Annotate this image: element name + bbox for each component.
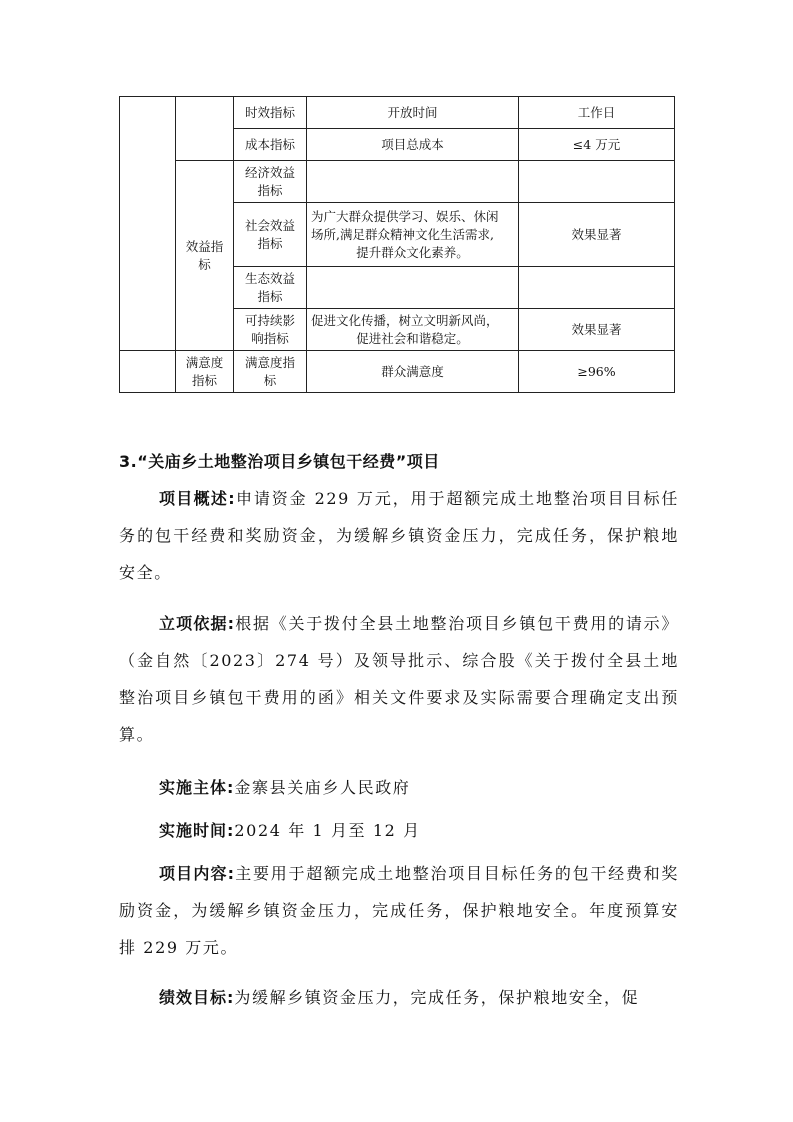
value-cell: ≤4 万元 bbox=[519, 129, 675, 161]
satisfaction-group-cell bbox=[176, 351, 234, 393]
item-cell: 项目总成本 bbox=[307, 129, 519, 161]
table-row bbox=[120, 161, 675, 203]
level1-cell bbox=[120, 161, 176, 203]
indicator-line: 标 bbox=[263, 372, 277, 388]
subject-text: 金寨县关庙乡人民政府 bbox=[234, 778, 411, 797]
indicator-line: 指标 bbox=[257, 182, 283, 198]
level2-cell bbox=[176, 97, 234, 129]
value-cell bbox=[519, 161, 675, 203]
goal-text: 为缓解乡镇资金压力，完成任务，保护粮地安全，促 bbox=[234, 988, 640, 1007]
overview-text: 申请资金 229 万元，用于超额完成土地整治项目目标任务的包干经费和奖励资金，为缓解乡镇资金压力，完成任务，保护粮地安全。 bbox=[119, 489, 679, 582]
overview-paragraph bbox=[119, 480, 679, 591]
indicator-line: 满意度指 bbox=[244, 354, 295, 370]
indicator-cell: 成本指标 bbox=[234, 129, 307, 161]
value-cell: 效果显著 bbox=[519, 309, 675, 351]
goal-paragraph bbox=[119, 979, 679, 1016]
item-line: 促进文化传播，树立文明新风尚， bbox=[311, 312, 499, 328]
level2-cell bbox=[176, 129, 234, 161]
subject-label: 实施主体: bbox=[159, 778, 235, 797]
level1-cell bbox=[120, 267, 176, 309]
benefit-group-cell bbox=[176, 161, 234, 351]
group-line: 指标 bbox=[191, 372, 217, 388]
overview-label: 项目概述: bbox=[159, 489, 236, 508]
item-line: 为广大群众提供学习、娱乐、休闲 bbox=[311, 208, 499, 224]
content-text: 主要用于超额完成土地整治项目目标任务的包干经费和奖励资金，为缓解乡镇资金压力，完成任务，保护粮地安全。年度预算安排 229 万元。 bbox=[119, 864, 679, 957]
basis-paragraph bbox=[119, 605, 679, 753]
indicator-line: 经济效益 bbox=[244, 164, 295, 180]
value-cell: 工作日 bbox=[519, 97, 675, 129]
item-cell bbox=[307, 309, 519, 351]
item-line: 促进社会和谐稳定。 bbox=[356, 330, 469, 346]
time-label: 实施时间: bbox=[159, 821, 235, 840]
performance-indicator-table bbox=[119, 96, 675, 393]
content-paragraph bbox=[119, 855, 679, 966]
value-cell bbox=[519, 267, 675, 309]
basis-text: 根据《关于拨付全县土地整治项目乡镇包干费用的请示》（金自然〔2023〕274 号）及领导批示、综合股《关于拨付全县土地整治项目乡镇包干费用的函》相关文件要求及实际需要合理确定支出预算。 bbox=[119, 614, 679, 744]
goal-label: 绩效目标: bbox=[159, 988, 235, 1007]
indicator-line: 可持续影 bbox=[244, 312, 295, 328]
item-cell bbox=[307, 267, 519, 309]
indicator-line: 指标 bbox=[257, 288, 283, 304]
basis-label: 立项依据: bbox=[159, 614, 236, 633]
table-row bbox=[120, 97, 675, 129]
item-cell bbox=[307, 203, 519, 267]
indicator-cell bbox=[234, 309, 307, 351]
level1-cell bbox=[120, 309, 176, 351]
table-row bbox=[120, 351, 675, 393]
indicator-cell bbox=[234, 351, 307, 393]
table-row bbox=[120, 129, 675, 161]
value-cell: 效果显著 bbox=[519, 203, 675, 267]
indicator-cell: 时效指标 bbox=[234, 97, 307, 129]
level1-cell bbox=[120, 351, 176, 393]
item-cell bbox=[307, 161, 519, 203]
section-heading: 3.“关庙乡土地整治项目乡镇包干经费”项目 bbox=[119, 452, 440, 471]
value-cell: ≥96% bbox=[519, 351, 675, 393]
content-label: 项目内容: bbox=[159, 864, 236, 883]
time-text: 2024 年 1 月至 12 月 bbox=[234, 821, 421, 840]
indicator-line: 生态效益 bbox=[244, 270, 295, 286]
level1-cell bbox=[120, 129, 176, 161]
item-line: 场所,满足群众精神文化生活需求, bbox=[311, 226, 494, 242]
benefit-group-line: 效益指 bbox=[185, 238, 224, 254]
indicator-cell bbox=[234, 267, 307, 309]
item-cell: 开放时间 bbox=[307, 97, 519, 129]
item-line: 提升群众文化素养。 bbox=[356, 244, 469, 260]
benefit-group-line: 标 bbox=[198, 256, 211, 272]
level1-cell bbox=[120, 203, 176, 267]
indicator-line: 社会效益 bbox=[244, 217, 295, 233]
time-paragraph bbox=[119, 812, 679, 849]
indicator-line: 响指标 bbox=[251, 330, 289, 346]
indicator-line: 指标 bbox=[257, 235, 283, 251]
indicator-cell bbox=[234, 161, 307, 203]
indicator-cell bbox=[234, 203, 307, 267]
level1-cell bbox=[120, 97, 176, 129]
subject-paragraph bbox=[119, 769, 679, 806]
group-line: 满意度 bbox=[185, 354, 224, 370]
item-cell: 群众满意度 bbox=[307, 351, 519, 393]
